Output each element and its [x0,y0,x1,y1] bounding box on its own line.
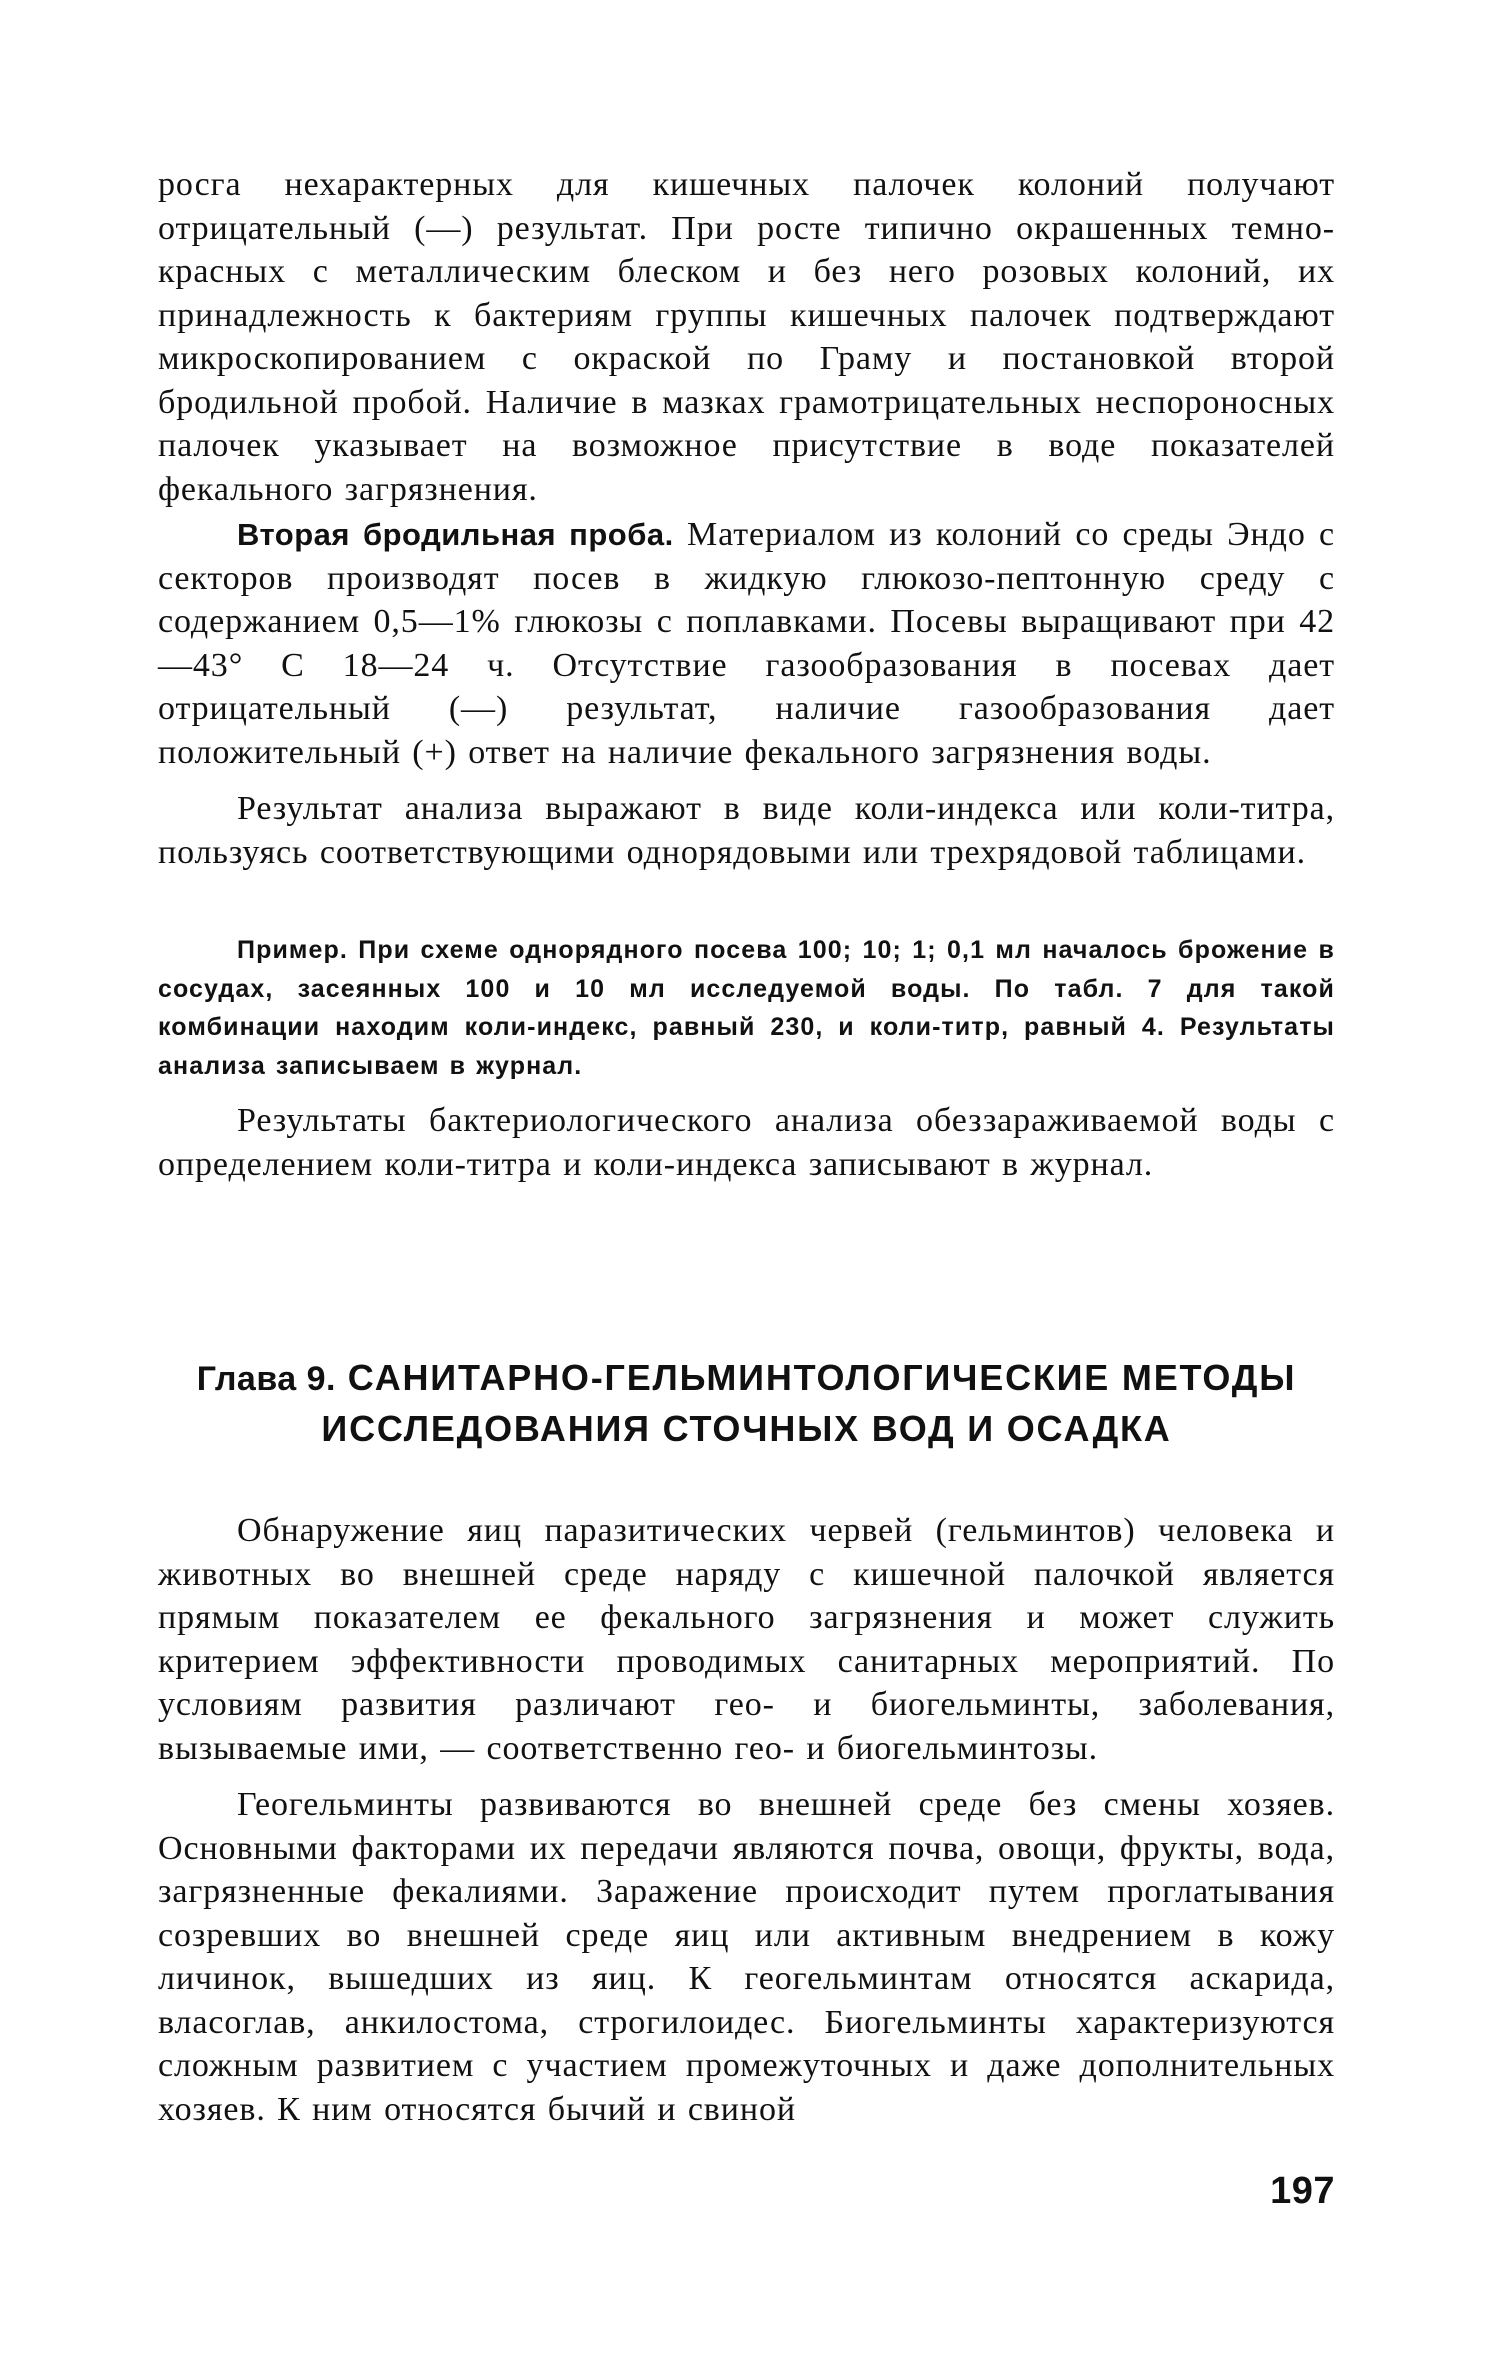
chapter-heading [158,1353,1335,1454]
chapter-title-line-2: ИССЛЕДОВАНИЯ СТОЧНЫХ ВОД И ОСАДКА [321,1408,1172,1449]
paragraph-results-journal: Результаты бактериологического анализа обеззараживаемой воды с определением коли-титра и коли-индекса записывают в журнал. [158,1102,1335,1183]
paragraph-second-fermentation-test [158,513,1335,774]
paragraph-continuation: росга нехарактерных для кишечных палочек колоний получают отрицательный (—) результат. При росте типично окрашенных темно-красных с металлическим блеском и без него розовых колоний, их принадлежность к бактериям группы кишечных палочек подтверждают микроскопированием с окраской по Граму и постановкой второй бродильной пробой. Наличие в мазках грамотрицательных неспороносных палочек указывает на возможное присутствие в воде показателей фекального загрязнения. [158,166,1335,508]
chapter-heading-line-1 [158,1353,1335,1404]
paragraph-helminth-eggs: Обнаружение яиц паразитических червей (гельминтов) человека и животных во внешней среде наряду с кишечной палочкой является прямым показателем ее фекального загрязнения и может служить критерием эффективности проводимых санитарных мероприятий. По условиям развития различают гео- и биогельминты, заболевания, вызываемые ими, — соответственно гео- и биогельминтозы. [158,1512,1335,1767]
page-number: 197 [1270,2170,1335,2212]
paragraph-geohelminths: Геогельминты развиваются во внешней среде без смены хозяев. Основными факторами их передачи являются почва, овощи, фрукты, вода, загрязненные фекалиями. Заражение происходит путем проглатывания созревших во внешней среде яиц или активным внедрением в кожу личинок, вышедших из яиц. К геогельминтам относятся аскарида, власоглав, анкилостома, строгилоидес. Биогельминты характеризуются сложным развитием с участием промежуточных и даже дополнительных хозяев. К ним относятся бычий и свиной [158,1786,1335,2128]
example-note [158,931,1335,1085]
example-label: Пример. [237,936,348,964]
run-in-heading: Вторая бродильная проба. [237,517,674,552]
chapter-title-line-1: САНИТАРНО-ГЕЛЬМИНТОЛОГИЧЕСКИЕ МЕТОДЫ [336,1357,1297,1398]
chapter-label: Глава 9. [196,1360,336,1398]
paragraph-text: Материалом из колоний со среды Эндо с секторов производят посев в жидкую глюкозо-пептонную среду с содержанием 0,5—1% глюкозы с поплавками. Посевы выращивают при 42—43° С 18—24 ч. Отсутствие газообразования в посевах дает отрицательный (—) результат, наличие газообразования дает положительный (+) ответ на наличие фекального загрязнения воды. [158,516,1335,771]
paragraph-result-expression: Результат анализа выражают в виде коли-индекса или коли-титра, пользуясь соответствующими однорядовыми или трехрядовой таблицами. [158,790,1335,871]
example-text: При схеме однорядного посева 100; 10; 1; 0,1 мл началось брожение в сосудах, засеянных 100 и 10 мл исследуемой воды. По табл. 7 для такой комбинации находим коли-индекс, равный 230, и коли-титр, равный 4. Результаты анализа записываем в журнал. [158,936,1335,1080]
